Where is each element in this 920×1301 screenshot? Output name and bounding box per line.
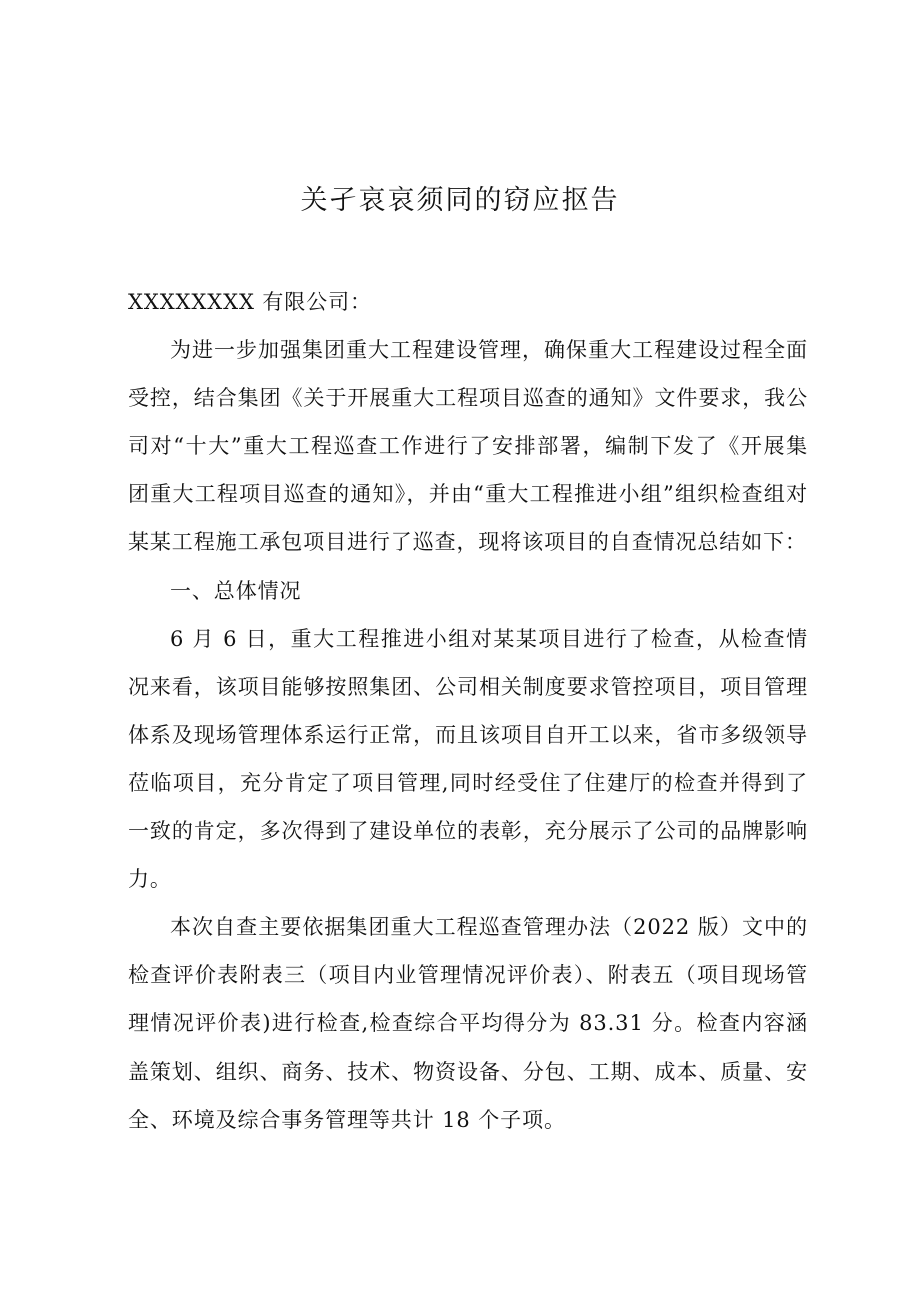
paragraph-inspection: 6 月 6 日，重大工程推进小组对某某项目进行了检查，从检查情况来看，该项目能够按照集团、公司相关制度要求管控项目，项目管理体系及现场管理体系运行正常，而且该项目自开工以来，省市多级领导莅临项目，充分肯定了项目管理,同时经受住了住建厅的检查并得到了一致的肯定，多次得到了建设单位的表彰，充分展示了公司的品牌影响力。	[128, 626, 808, 892]
document-body	[128, 278, 808, 1144]
document-title: 关孑哀哀须同的窃应抠告	[300, 185, 620, 216]
section-heading-overview: 一、总体情况	[170, 578, 302, 603]
paragraph-intro: 为进一步加强集团重大工程建设管理，确保重大工程建设过程全面受控，结合集团《关于开展重大工程项目巡查的通知》文件要求，我公司对“十大”重大工程巡查工作进行了安排部署，编制下发了《开展集团重大工程项目巡查的通知》，并由“重大工程推进小组”组织检查组对某某工程施工承包项目进行了巡查，现将该项目的自查情况总结如下：	[128, 338, 808, 555]
paragraph-self-check: 本次自查主要依据集团重大工程巡查管理办法（2022 版）文中的检查评价表附表三（项目内业管理情况评价表）、附表五（项目现场管理情况评价表)进行检查,检查综合平均得分为 83.31 分。检查内容涵盖策划、组织、商务、技术、物资设备、分包、工期、成本、质量、安全、环境及综合事务管理等共计 18 个子项。	[128, 915, 808, 1132]
salutation: XXXXXXXX 有限公司：	[128, 290, 372, 314]
